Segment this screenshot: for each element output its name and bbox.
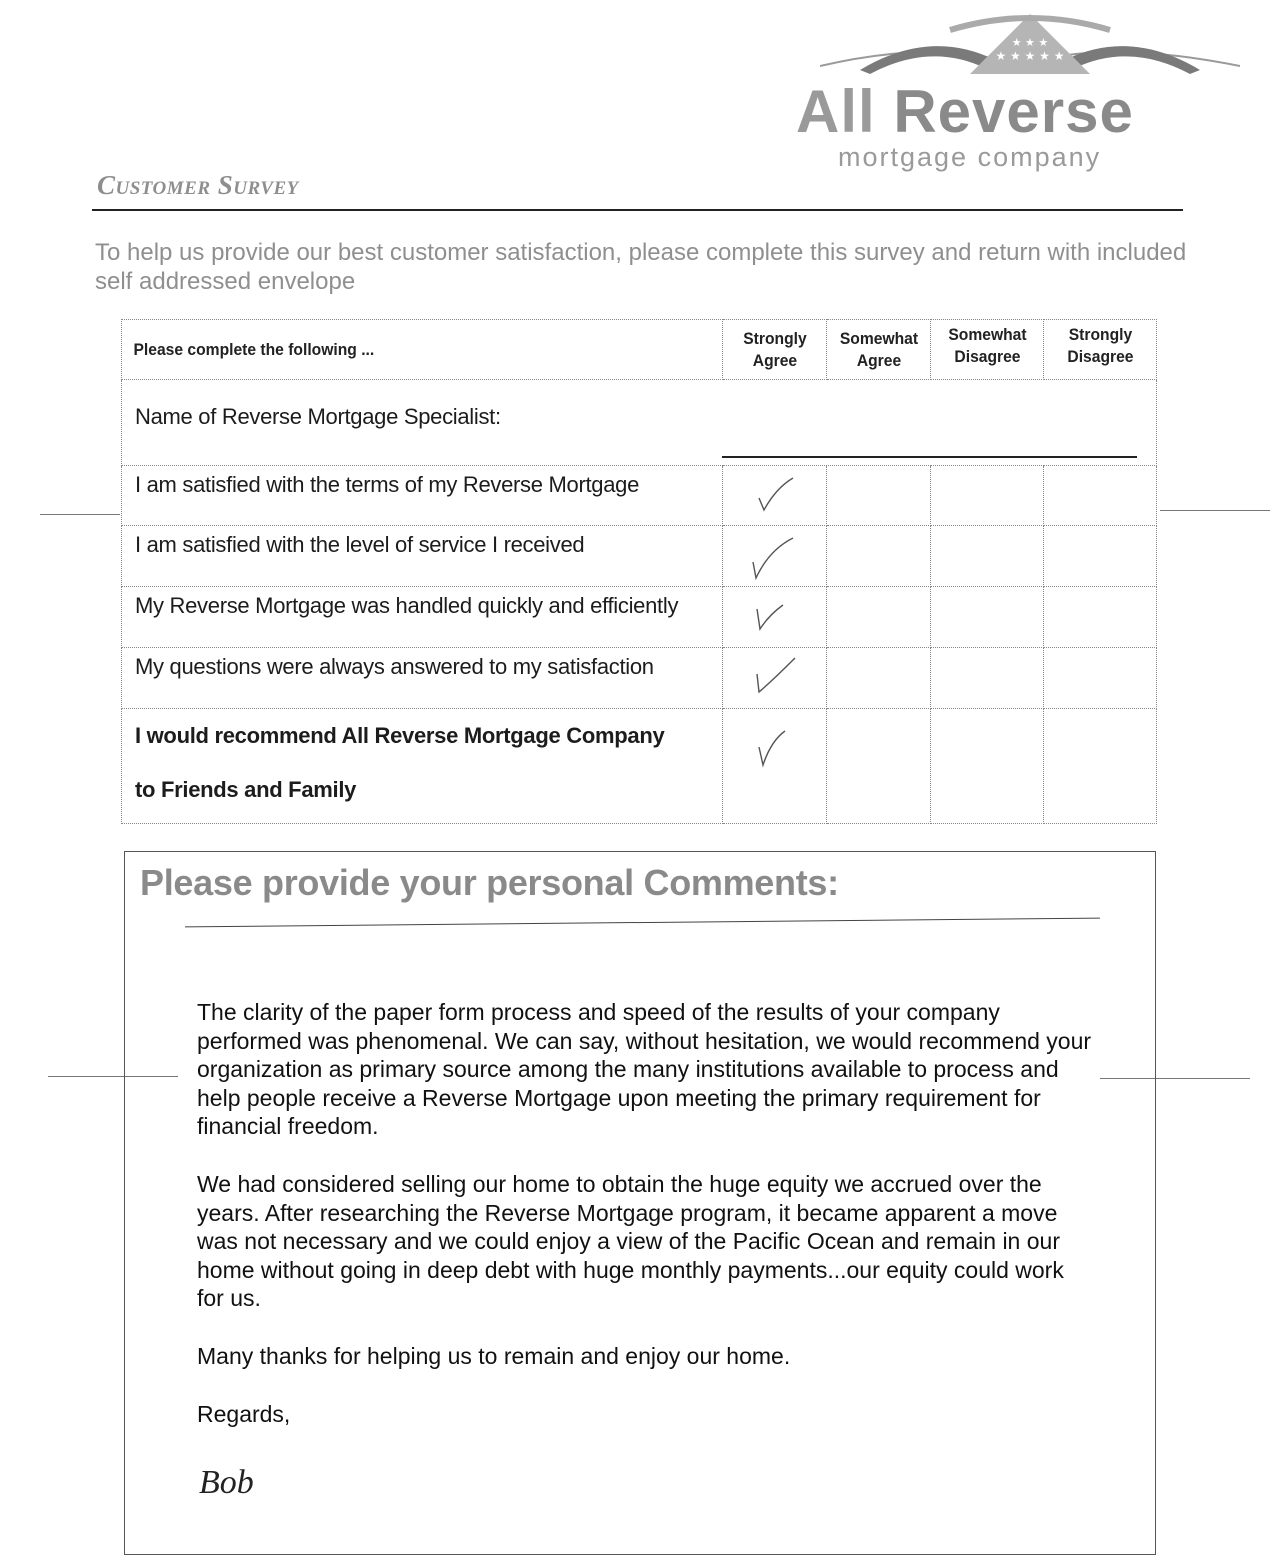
strongly-disagree-checkbox[interactable] bbox=[1044, 709, 1157, 824]
comment-paragraph: We had considered selling our home to obtain the huge equity we accrued over the years. After researching the Reverse Mortgage program, it became apparent a move was not necessary and we could enjoy a view of the Pacific Ocean and remain in our home without going in deep debt with huge monthly payments...our equity could work for us. bbox=[197, 1170, 1064, 1312]
statement-text: I am satisfied with the level of service I received bbox=[122, 526, 723, 587]
column-somewhat-disagree: Somewhat Disagree bbox=[935, 320, 1039, 380]
company-logo bbox=[790, 8, 1250, 173]
checkmark-icon bbox=[747, 536, 797, 582]
statement-text: I am satisfied with the terms of my Reverse Mortgage bbox=[122, 466, 723, 526]
comment-closing: Regards, bbox=[197, 1400, 291, 1427]
strongly-disagree-checkbox[interactable] bbox=[1044, 466, 1157, 526]
survey-intro: To help us provide our best customer satisfaction, please complete this survey and return with included self addressed envelope bbox=[95, 239, 1187, 295]
comments-box bbox=[124, 851, 1156, 1555]
somewhat-agree-checkbox[interactable] bbox=[827, 466, 931, 526]
specialist-row bbox=[122, 380, 1157, 466]
comments-text bbox=[197, 998, 1097, 1457]
comments-heading: Please provide your personal Comments: bbox=[140, 862, 839, 903]
statement-text: I would recommend All Reverse Mortgage Company to Friends and Family bbox=[122, 709, 723, 824]
table-row bbox=[122, 648, 1157, 709]
checkmark-icon bbox=[751, 729, 801, 775]
comments-rule bbox=[185, 918, 1100, 928]
strongly-disagree-checkbox[interactable] bbox=[1044, 587, 1157, 648]
somewhat-disagree-checkbox[interactable] bbox=[931, 709, 1044, 824]
table-header-row bbox=[122, 320, 1157, 380]
signature: Bob bbox=[199, 1464, 254, 1501]
survey-table bbox=[121, 319, 1157, 824]
somewhat-disagree-checkbox[interactable] bbox=[931, 587, 1044, 648]
comment-paragraph: The clarity of the paper form process and speed of the results of your company performed was phenomenal. We can say, without hesitation, we would recommend your organization as primary source among the many institutions available to process and help people receive a Reverse Mortgage upon meeting the primary requirement for financial freedom. bbox=[197, 999, 1092, 1140]
title-divider bbox=[92, 209, 1183, 211]
column-strongly-agree: Strongly Agree bbox=[727, 320, 823, 380]
somewhat-disagree-checkbox[interactable] bbox=[931, 648, 1044, 709]
scan-mark bbox=[40, 514, 120, 515]
checkmark-icon bbox=[751, 476, 801, 516]
comment-paragraph: Many thanks for helping us to remain and enjoy our home. bbox=[197, 1342, 791, 1369]
strongly-agree-checkbox[interactable] bbox=[723, 709, 827, 824]
strongly-disagree-checkbox[interactable] bbox=[1044, 526, 1157, 587]
strongly-agree-checkbox[interactable] bbox=[723, 526, 827, 587]
strongly-agree-checkbox[interactable] bbox=[723, 587, 827, 648]
survey-title: Customer Survey bbox=[97, 170, 299, 200]
strongly-agree-checkbox[interactable] bbox=[723, 466, 827, 526]
header-prompt: Please complete the following ... bbox=[122, 320, 675, 380]
scan-mark bbox=[1160, 510, 1270, 511]
somewhat-agree-checkbox[interactable] bbox=[827, 709, 931, 824]
checkmark-icon bbox=[751, 654, 801, 700]
checkmark-icon bbox=[751, 599, 801, 639]
strongly-disagree-checkbox[interactable] bbox=[1044, 648, 1157, 709]
logo-tagline: mortgage company bbox=[838, 142, 1102, 172]
table-row bbox=[122, 526, 1157, 587]
svg-text:★ ★ ★ ★ ★: ★ ★ ★ ★ ★ bbox=[995, 49, 1065, 63]
table-row bbox=[122, 466, 1157, 526]
logo-wordmark: All Reverse bbox=[796, 78, 1134, 145]
statement-text: My Reverse Mortgage was handled quickly and efficiently bbox=[122, 587, 723, 648]
column-somewhat-agree: Somewhat Agree bbox=[831, 320, 927, 380]
somewhat-agree-checkbox[interactable] bbox=[827, 587, 931, 648]
statement-text: My questions were always answered to my satisfaction bbox=[122, 648, 723, 709]
somewhat-disagree-checkbox[interactable] bbox=[931, 526, 1044, 587]
svg-text:★ ★ ★: ★ ★ ★ bbox=[1011, 36, 1049, 49]
specialist-label: Name of Reverse Mortgage Specialist: bbox=[122, 380, 723, 466]
strongly-agree-checkbox[interactable] bbox=[723, 648, 827, 709]
specialist-name-field[interactable] bbox=[723, 380, 1157, 466]
table-row bbox=[122, 587, 1157, 648]
somewhat-disagree-checkbox[interactable] bbox=[931, 466, 1044, 526]
specialist-name-line bbox=[722, 456, 1137, 458]
somewhat-agree-checkbox[interactable] bbox=[827, 648, 931, 709]
column-strongly-disagree: Strongly Disagree bbox=[1048, 320, 1152, 380]
somewhat-agree-checkbox[interactable] bbox=[827, 526, 931, 587]
table-row bbox=[122, 709, 1157, 824]
roof-stars-flag-icon bbox=[820, 8, 1240, 88]
